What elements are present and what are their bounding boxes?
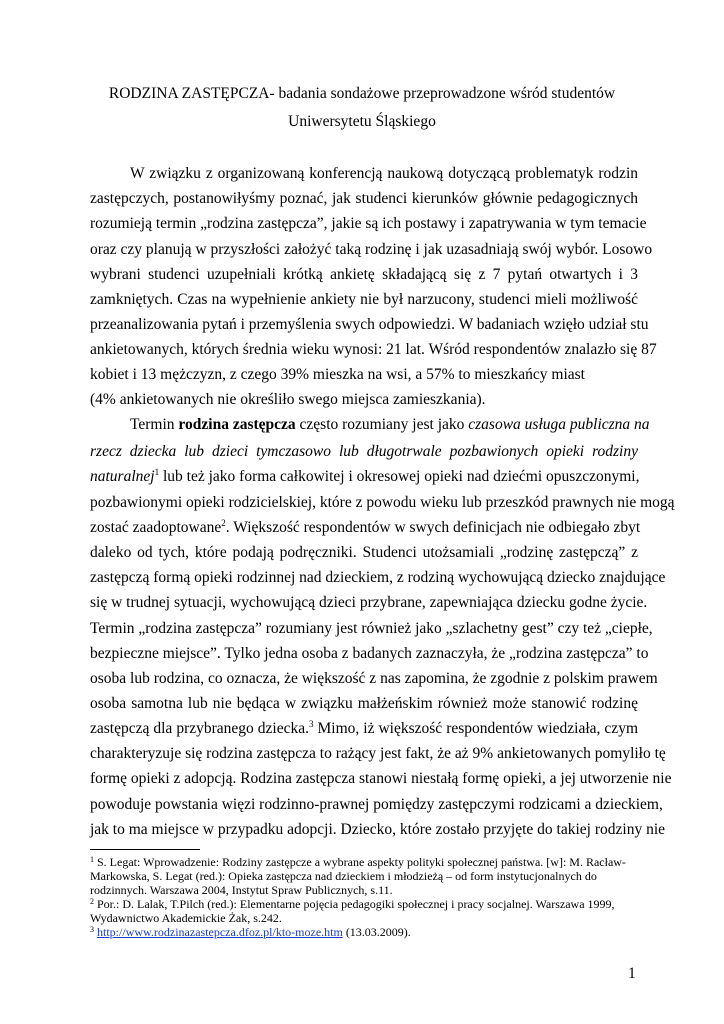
footnote-ref: 1	[154, 467, 160, 477]
italic-definition: naturalnej	[90, 468, 155, 485]
text-run: Termin	[130, 416, 179, 433]
footnote-1-cont: Markowska, S. Legat (red.): Opieka zastępcza nad dzieckiem i młodzieżą – od form instytucjonalnych do	[90, 869, 597, 883]
paragraph-2-line: formę opieki z adopcją. Rodzina zastępcza stanowi niestałą formę opieki, a jej utworzenie nie	[90, 770, 672, 787]
paragraph-2-line: zastępczą formą opieki rodzinnej nad dzieckiem, z rodziną wychowującą dziecko znajdujące	[90, 569, 666, 586]
paragraph-2-line: daleko od tych, które podają podręczniki. Studenci utożsamiali „rodzinę zastępczą” z	[90, 544, 638, 561]
paragraph-1-line: W związku z organizowaną konferencją naukową dotyczącą problematyk rodzin	[130, 165, 638, 182]
paragraph-2-line	[90, 518, 641, 538]
paragraph-2-line: Termin „rodzina zastępcza” rozumiany jest również jako „szlachetny gest” czy też „ciepłe,	[90, 620, 653, 637]
paragraph-2-line	[90, 467, 638, 487]
footnote-separator	[90, 849, 200, 850]
paragraph-2-line: pozbawionymi opieki rodzicielskiej, które z powodu wieku lub przeszkód prawnych nie mogą	[90, 494, 675, 511]
paragraph-2-line: jak to ma miejsce w przypadku adopcji. Dziecko, które zostało przyjęte do takiej rodziny nie	[90, 821, 666, 838]
document-subtitle: Uniwersytetu Śląskiego	[288, 113, 436, 130]
text-run: często rozumiany jest jako	[295, 416, 469, 433]
paragraph-1-line: wybrani studenci uzupełniali krótką ankietę składającą się z 7 pytań otwartych i 3	[90, 266, 638, 283]
paragraph-1-line: zamkniętych. Czas na wypełnienie ankiety nie był narzucony, studenci mieli możliwość	[90, 291, 638, 308]
paragraph-1-line: przeanalizowania pytań i przemyślenia swych odpowiedzi. W badaniach wzięło udział stu	[90, 316, 649, 333]
paragraph-2-line: bezpieczne miejsce”. Tylko jedna osoba z badanych zaznaczyła, że „rodzina zastępcza” to	[90, 645, 649, 662]
text-run: lub też jako forma całkowitej i okresowej opieki nad dziećmi opuszczonymi,	[159, 468, 640, 485]
footnote-1	[90, 855, 650, 870]
italic-definition: czasowa usługa publiczna na	[468, 416, 650, 433]
text-run: . Większość respondentów w swych definicjach nie odbiegało zbyt	[225, 519, 641, 536]
footnote-link[interactable]: http://www.rodzinazastepcza.dfoz.pl/kto-moze.htm	[97, 925, 343, 939]
text-run: zastępczą dla przybranego dziecka.	[90, 720, 309, 737]
footnote-1-cont: rodzinnych. Warszawa 2004, Instytut Spraw Publicznych, s.11.	[90, 883, 393, 897]
paragraph-2-line: osoba samotna lub nie będąca w związku małżeńskim również może stanowić rodzinę	[90, 695, 638, 712]
footnote-text: S. Legat: Wprowadzenie: Rodziny zastępcze a wybrane aspekty polityki społecznej państwa. [w]: M. Racław-	[94, 855, 626, 869]
paragraph-2-line: osoba lub rodzina, co oznacza, że większość z nas zapomina, że zgodnie z polskim prawem	[90, 670, 658, 687]
footnote-number: 1	[90, 855, 94, 864]
paragraph-1-line: ankietowanych, których średnia wieku wynosi: 21 lat. Wśród respondentów znalazło się 87	[90, 341, 657, 358]
paragraph-2-line	[130, 415, 650, 435]
page-number: 1	[628, 965, 636, 982]
footnote-3	[90, 925, 650, 940]
paragraph-2-line: powoduje powstania więzi rodzinno-prawnej pomiędzy zastępczymi rodzicami a dzieckiem,	[90, 796, 663, 813]
footnote-text: (13.03.2009).	[342, 925, 411, 939]
paragraph-1-line: rozumieją termin „rodzina zastępcza”, jakie są ich postawy i zapatrywania w tym temacie	[90, 215, 647, 232]
paragraph-1-line: (4% ankietowanych nie określiło swego miejsca zamieszkania).	[90, 391, 486, 408]
paragraph-2-line: rzecz dziecka lub dzieci tymczasowo lub długotrwale pozbawionych opieki rodziny	[90, 443, 638, 460]
text-run: Mimo, iż większość respondentów wiedziała, czym	[313, 720, 638, 737]
footnote-ref: 3	[309, 719, 314, 729]
footnote-number: 2	[90, 897, 94, 906]
footnote-2	[90, 897, 650, 912]
document-title: RODZINA ZASTĘPCZA- badania sondażowe przeprowadzone wśród studentów	[108, 85, 616, 102]
footnote-2-cont: Wydawnictwo Akademickie Żak, s.242.	[90, 911, 282, 925]
paragraph-1-line: kobiet i 13 mężczyzn, z czego 39% mieszka na wsi, a 57% to mieszkańcy miast	[90, 366, 585, 383]
footnote-text: Por.: D. Lalak, T.Pilch (red.): Elementarne pojęcia pedagogiki społecznej i pracy socjalnej. Warszawa 1999,	[94, 897, 615, 911]
paragraph-1-line: oraz czy planują w przyszłości założyć taką rodzinę i jak uzasadniają swój wybór. Losowo	[90, 241, 653, 258]
paragraph-2-line	[90, 719, 638, 739]
paragraph-2-line: się w trudnej sytuacji, wychowującą dzieci przybrane, zapewniająca dziecku godne życie.	[90, 594, 648, 611]
text-run: zostać zaadoptowane	[90, 519, 222, 536]
footnote-number: 3	[90, 925, 94, 934]
paragraph-2-line: charakteryzuje się rodzina zastępcza to rażący jest fakt, że aż 9% ankietowanych pomyliło tę	[90, 745, 666, 762]
bold-term: rodzina zastępcza	[178, 416, 296, 433]
paragraph-1-line: zastępczych, postanowiłyśmy poznać, jak studenci kierunków głównie pedagogicznych	[90, 190, 638, 207]
footnote-ref: 2	[221, 518, 226, 528]
